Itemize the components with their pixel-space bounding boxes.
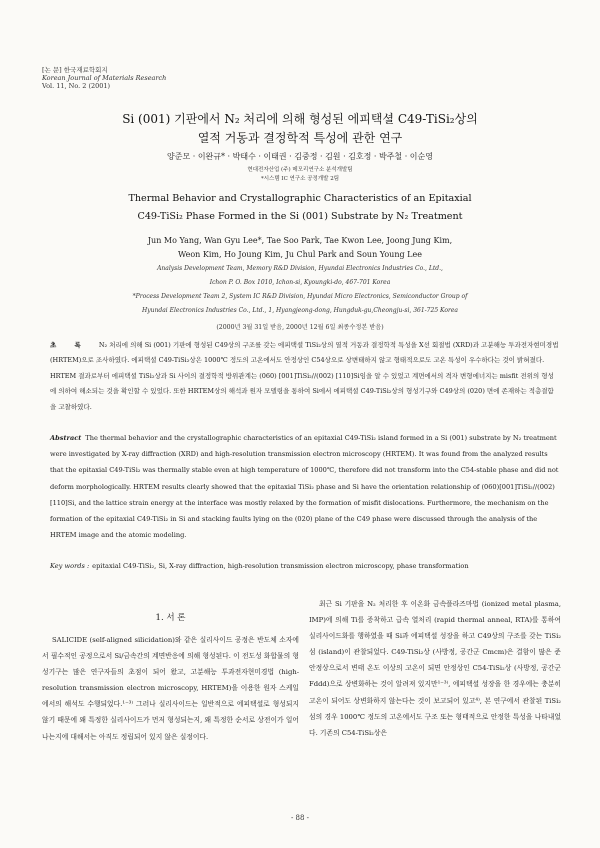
korean-affiliation-1: 현대전자산업 (주) 메모리연구소 분석개발팀 bbox=[247, 167, 353, 173]
english-title-line1: Thermal Behavior and Crystallographic Characteristics of an Epitaxial bbox=[128, 193, 472, 204]
keywords-text: epitaxial C49-TiSi₂, Si, X-ray diffraction, high-resolution transmission electron microscopy, phase transformation bbox=[92, 562, 469, 570]
english-authors-line1: Jun Mo Yang, Wan Gyu Lee*, Tae Soo Park, Tae Kwon Lee, Joong Jung Kim, bbox=[147, 236, 453, 245]
section-heading: 1. 서 론 bbox=[155, 613, 186, 623]
english-affiliation-2: Ichon P. O. Box 1010, Ichon-si, Kyoungki-do, 467-701 Korea bbox=[209, 279, 391, 286]
english-affiliation-3: *Process Development Team 2, System IC R&D Division, Hyundai Micro Electronics, Semiconductor Group of bbox=[132, 293, 468, 300]
korean-authors: 양준모 · 이완규* · 박태수 · 이태권 · 김중정 · 김원 · 김호정 · 박주철 · 이순영 bbox=[167, 152, 433, 161]
english-affiliation-4: Hyundai Electronics Industries Co., Ltd., 1, Hyangjeong-dong, Hungduk-gu,Cheongju-si, 361-725 Korea bbox=[142, 307, 458, 314]
body-right-column: 최근 Si 기판을 N₂ 처리한 후 이온화 금속플라즈마법 (ionized metal plasma, IMP)에 의해 Ti를 증착하고 급속 열처리 (rapid thermal anneal, RTA)를 통하여 실리사이드화를 행하였을 때 Si과 에피택셜 성장을 하고 C49상의 구조를 갖는 TiSi₂섬 (island)이 관찰되었다. C49-TiSi₂상 (사방정, 공간군 Cmcm)은 결함이 많은 준안정상으로서 변태 온도 이상의 고온이 되면 안정상인 C54-TiSi₂상 (사방정, 공간군 Fddd)으로 상변화하는 것이 알려져 있지만¹⁻³⁾, 에피택셜 성장을 한 경우에는 충분히 고온이 되어도 상변화하지 않는다는 것이 보고되어 있고⁴⁾, 본 연구에서 관찰된 TiSi₂섬의 경우 1000℃ 정도의 고온에서도 구조 또는 형태적으로 안정한 특성을 나타내었다. 기존의 C54-TiSi₂상은 bbox=[309, 600, 561, 737]
english-abstract bbox=[50, 430, 560, 543]
korean-abstract bbox=[50, 338, 560, 415]
korean-affiliation-2: *시스템 IC 연구소 공정개발 2팀 bbox=[260, 176, 340, 182]
keywords bbox=[50, 558, 560, 574]
korean-title-line2: 열적 거동과 결정학적 특성에 관한 연구 bbox=[197, 131, 403, 145]
english-affiliation-1: Analysis Development Team, Memory R&D Division, Hyundai Electronics Industries Co., Ltd., bbox=[157, 265, 443, 272]
english-abstract-label: Abstract bbox=[50, 434, 82, 442]
journal-volume: Vol. 11, No. 2 (2001) bbox=[42, 82, 111, 90]
english-title-line2: C49-TiSi₂ Phase Formed in the Si (001) Substrate by N₂ Treatment bbox=[137, 211, 463, 222]
received-date: (2000년 3월 31일 받음, 2000년 12월 6일 최종수정본 받음) bbox=[216, 324, 384, 331]
keywords-label: Key words : bbox=[50, 562, 90, 570]
korean-abstract-text: N₂ 처리에 의해 Si (001) 기판에 형성된 C49상의 구조를 갖는 에피택셜 TiSi₂상의 열적 거동과 결정학적 특성을 X선 회절법 (XRD)과 고분해능 투과전자현미경법 (HRTEM)으로 조사하였다. 에피택셜 C49-TiSi₂상은 1000℃ 정도의 고온에서도 안정상인 C54상으로 상변태하지 않고 형태적으로도 고온 특성이 우수하다는 것이 밝혀졌다. HRTEM 결과로부터 에피택셜 TiSi₂상과 Si 사이의 결정학적 방위관계는 (060) [001]TiSi₂//(002) [110]Si임을 알 수 있었고 계면에서의 격자 변형에너지는 misfit 전위의 형성에 의하여 해소되는 것을 확인할 수 있었다. 또한 HRTEM상의 해석과 원자 모델링을 통하여 Si에서 에피택셜 C49-TiSi₂상의 형성기구와 C49상의 (020) 면에 존재하는 적층결함을 고찰하였다. bbox=[50, 341, 559, 411]
korean-title-line1: Si (001) 기판에서 N₂ 처리에 의해 형성된 에피택셜 C49-TiSi₂상의 bbox=[122, 112, 478, 126]
journal-korean-name: [논 문] 한국재료학회지 bbox=[42, 66, 108, 74]
body-left-column: SALICIDE (self-aligned silicidation)와 같은 실리사이드 공정은 반도체 소자에서 필수적인 공정으로서 Si/금속간의 계면반응에 의해 형성된다. 이 전도성 화합물의 형성기구는 많은 연구자들의 초점이 되어 왔고, 고분해능 투과전자현미경법 (high-resolution transmission electron microscopy, HRTEM)을 이용한 원자 스케일에서의 해석도 수행되었다.¹⁻³⁾ 그러나 실리사이드는 일반적으로 에피택셜로 형성되지 않기 때문에 왜 특정한 실리사이드가 먼저 형성되는지, 왜 특정한 순서로 상전이가 일어나는지에 대해서는 아직도 정립되어 있지 않은 실정이다. bbox=[42, 636, 299, 741]
page-number: - 88 - bbox=[290, 814, 310, 822]
journal-header bbox=[42, 66, 166, 90]
english-authors-line2: Weon Kim, Ho Joung Kim, Ju Chul Park and Soun Young Lee bbox=[178, 250, 422, 259]
korean-abstract-label: 초 록 bbox=[50, 341, 89, 349]
journal-english-name: Korean Journal of Materials Research bbox=[42, 74, 167, 82]
english-abstract-text: The thermal behavior and the crystallographic characteristics of an epitaxial C49-TiSi₂ island formed in a Si (001) substrate by N₂ treatment were investigated by X-ray diffraction (XRD) and high-resolution transmission electron microscopy (HRTEM). It was found from the analyzed results that the epitaxial C49-TiSi₂ was thermally stable even at high temperature of 1000℃, therefore did not transform into the C54-stable phase and did not deform morphologically. HRTEM results clearly showed that the epitaxial TiSi₂ phase and Si have the orientation relationship of (060)[001]TiSi₂//(002)[110]Si, and the lattice strain energy at the interface was mostly relaxed by the formation of misfit dislocations. Furthermore, the mechanism on the formation of the epitaxial C49-TiSi₂ in Si and stacking faults lying on the (020) plane of the C49 phase were discussed through the analysis of the HRTEM image and the atomic modeling. bbox=[50, 434, 559, 540]
